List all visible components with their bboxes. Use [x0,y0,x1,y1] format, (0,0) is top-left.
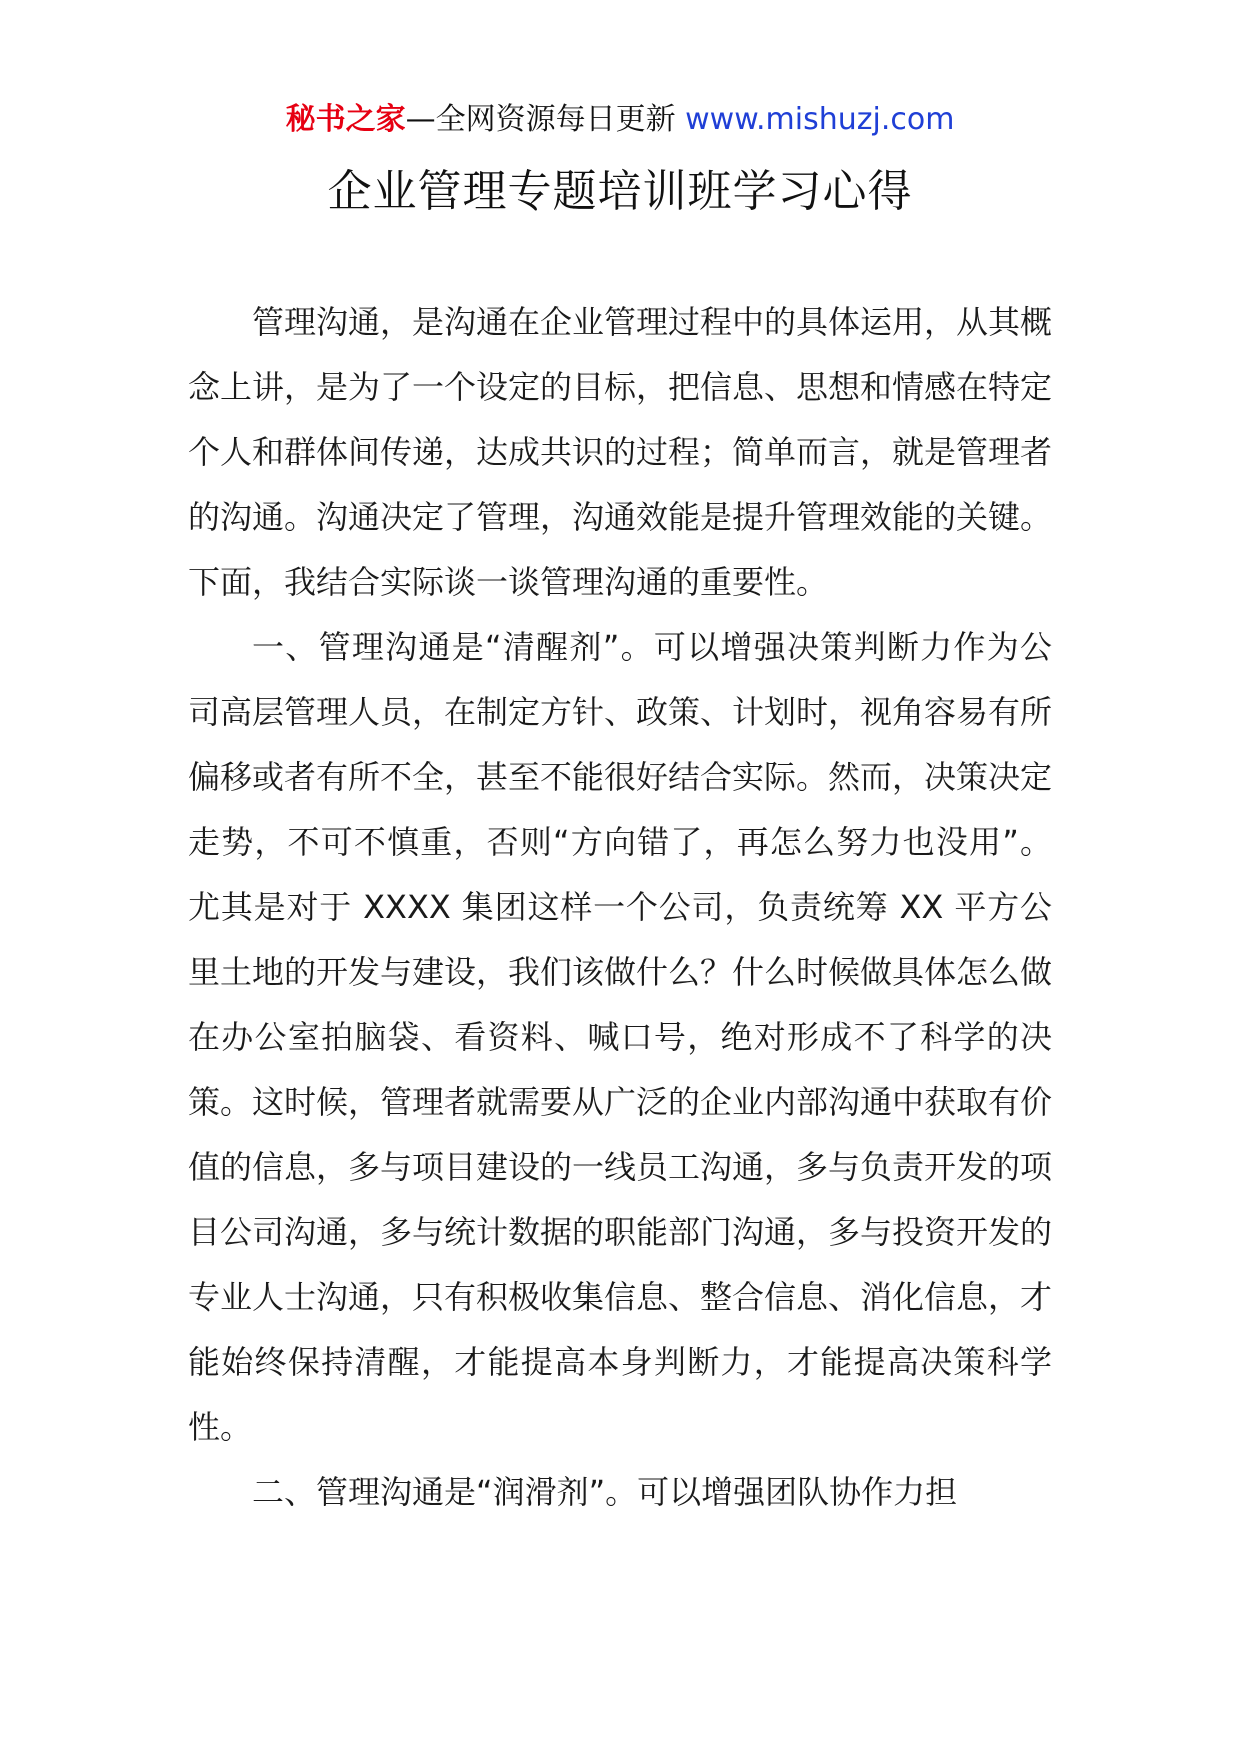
brand-name: 秘书之家 [285,102,406,137]
document-body [188,290,1052,1525]
site-header [0,100,1240,140]
paragraph-intro: 管理沟通，是沟通在企业管理过程中的具体运用，从其概念上讲，是为了一个设定的目标，把信息、思想和情感在特定个人和群体间传递，达成共识的过程；简单而言，就是管理者的沟通。沟通决定了管理，沟通效能是提升管理效能的关键。下面，我结合实际谈一谈管理沟通的重要性。 [188,303,1053,601]
document-title: 企业管理专题培训班学习心得 [327,166,913,217]
paragraph-section-2: 二、管理沟通是“润滑剂”。可以增强团队协作力担 [252,1473,958,1511]
header-slogan: —全网资源每日更新 [405,102,686,137]
site-url-link[interactable]: www.mishuzj.com [685,102,955,137]
paragraph-section-1: 一、管理沟通是“清醒剂”。可以增强决策判断力作为公司高层管理人员，在制定方针、政策、计划时，视角容易有所偏移或者有所不全，甚至不能很好结合实际。然而，决策决定走势，不可不慎重，否则“方向错了，再怎么努力也没用”。尤其是对于 XXXX 集团这样一个公司，负责统筹 XX 平方公里土地的开发与建设，我们该做什么？什么时候做具体怎么做在办公室拍脑袋、看资料、喊口号，绝对形成不了科学的决策。这时候，管理者就需要从广泛的企业内部沟通中获取有价值的信息，多与项目建设的一线员工沟通，多与负责开发的项目公司沟通，多与统计数据的职能部门沟通，多与投资开发的专业人士沟通，只有积极收集信息、整合信息、消化信息，才能始终保持清醒，才能提高本身判断力，才能提高决策科学性。 [188,628,1053,1446]
